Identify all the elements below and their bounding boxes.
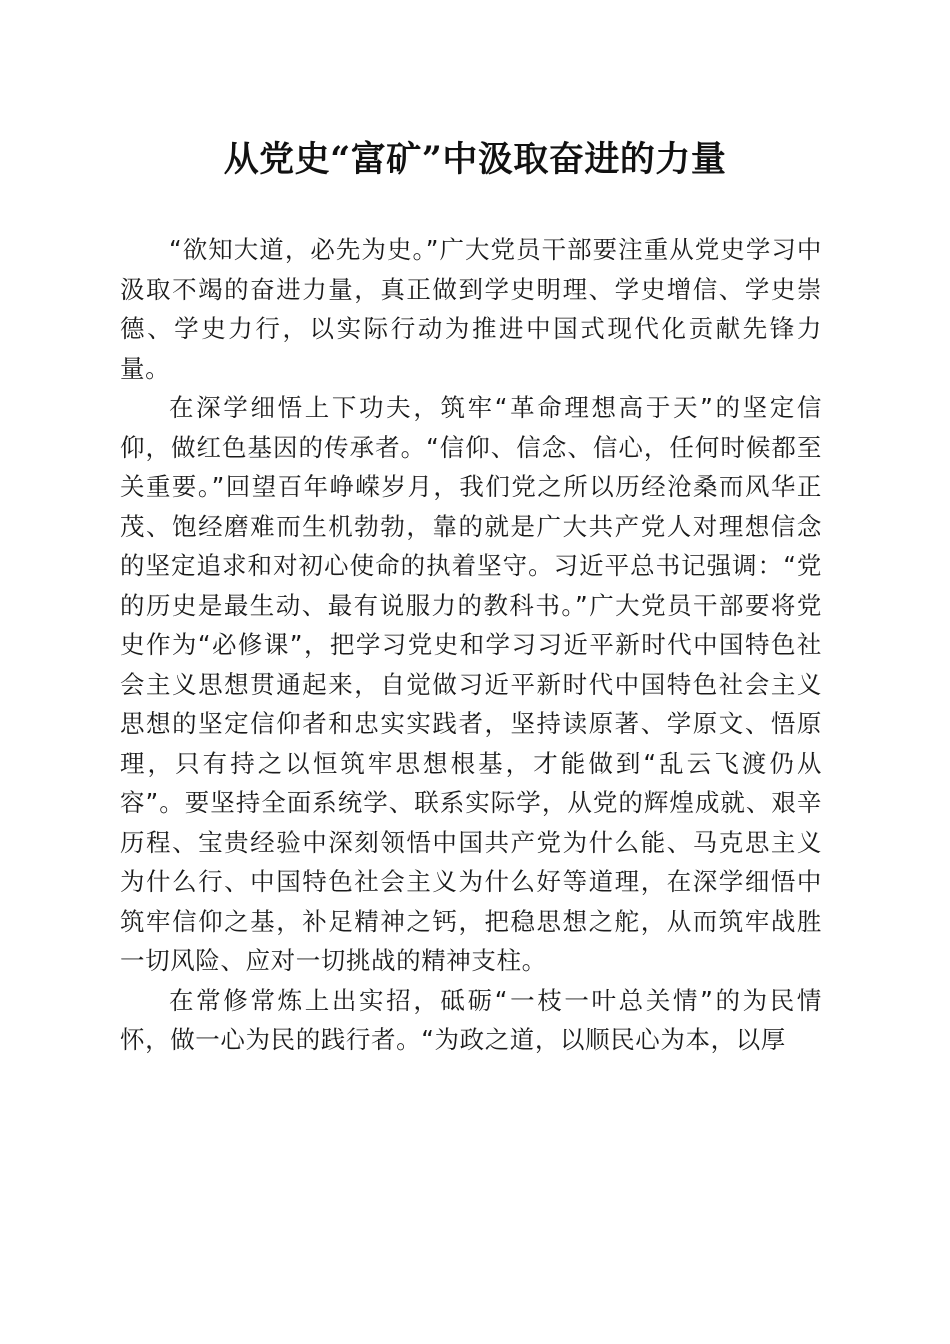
paragraph-deep-study: 在深学细悟上下功夫，筑牢“革命理想高于天”的坚定信仰，做红色基因的传承者。“信仰、信念、信心，任何时候都至关重要。”回望百年峥嵘岁月，我们党之所以历经沧桑而风华正茂、饱经磨难而生机勃勃，靠的就是广大共产党人对理想信念的坚定追求和对初心使命的执着坚守。习近平总书记强调：“党的历史是最生动、最有说服力的教科书。”广大党员干部要将党史作为“必修课”，把学习党史和学习习近平新时代中国特色社会主义思想贯通起来，自觉做习近平新时代中国特色社会主义思想的坚定信仰者和忠实实践者，坚持读原著、学原文、悟原理，只有持之以恒筑牢思想根基，才能做到“乱云飞渡仍从容”。要坚持全面系统学、联系实际学，从党的辉煌成就、艰辛历程、宝贵经验中深刻领悟中国共产党为什么能、马克思主义为什么行、中国特色社会主义为什么好等道理，在深学细悟中筑牢信仰之基，补足精神之钙，把稳思想之舵，从而筑牢战胜一切风险、应对一切挑战的精神支柱。 <box>120 393 822 975</box>
document-title: 从党史“富矿”中汲取奋进的力量 <box>223 139 727 180</box>
paragraph-intro: “欲知大道，必先为史。”广大党员干部要注重从党史学习中汲取不竭的奋进力量，真正做到学史明理、学史增信、学史崇德、学史力行，以实际行动为推进中国式现代化贡献先锋力量。 <box>120 235 822 383</box>
document-body <box>120 230 822 1060</box>
paragraph-practice: 在常修常炼上出实招，砥砺“一枝一叶总关情”的为民情怀，做一心为民的践行者。“为政之道，以顺民心为本，以厚 <box>120 985 822 1054</box>
